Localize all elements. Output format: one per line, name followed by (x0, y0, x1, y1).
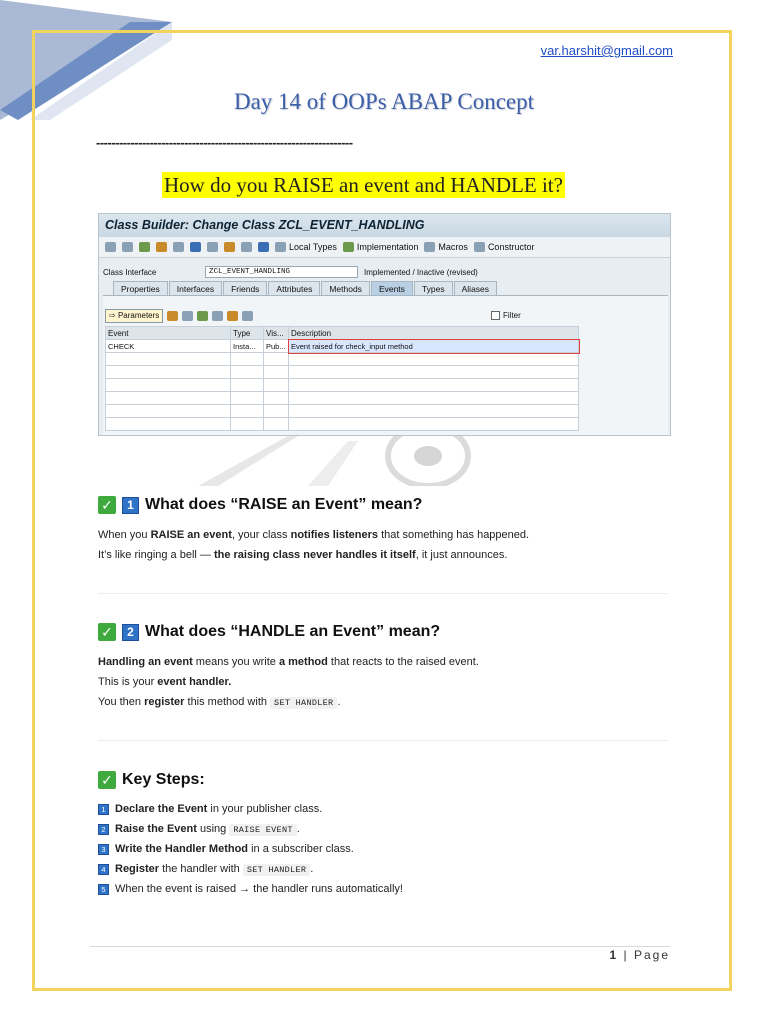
section-divider (98, 593, 668, 594)
events-table (105, 326, 579, 431)
cell-vis: Pub... (264, 340, 289, 353)
panel-toolbar (105, 309, 253, 323)
table-row (106, 379, 579, 392)
where-used-icon (173, 242, 184, 252)
tab-properties: Properties (113, 281, 168, 296)
macros-icon (424, 242, 435, 252)
tab-friends: Friends (223, 281, 267, 296)
tab-events: Events (371, 281, 413, 296)
table-row (106, 366, 579, 379)
page-number: 1 | Page (609, 948, 670, 962)
macros-button: Macros (424, 242, 468, 252)
move-row-icon (197, 311, 208, 321)
insert-row-icon (167, 311, 178, 321)
table-row (106, 405, 579, 418)
section2-line1: Handling an event means you write a method that reacts to the raised event. (98, 656, 479, 668)
local-types-icon (275, 242, 286, 252)
section2-heading (98, 623, 440, 641)
paste-icon (227, 311, 238, 321)
section2-line2: This is your event handler. (98, 676, 232, 688)
tab-methods: Methods (321, 281, 370, 296)
back-icon (105, 242, 116, 252)
activate-icon (156, 242, 167, 252)
filter-checkbox: Filter (491, 311, 521, 320)
filter-icon (241, 242, 252, 252)
sap-toolbar (99, 237, 670, 258)
parameters-button: ⇨ Parameters (105, 309, 163, 323)
email-link[interactable]: var.harshit@gmail.com (540, 43, 673, 58)
copy-row-icon (182, 311, 193, 321)
implementation-icon (343, 242, 354, 252)
col-vis: Vis... (264, 327, 289, 340)
section1-body (98, 525, 529, 565)
edit-icon (139, 242, 150, 252)
col-type: Type (231, 327, 264, 340)
section1-heading (98, 496, 422, 514)
check-icon: ✓ (98, 496, 116, 514)
col-description: Description (289, 327, 579, 340)
table-row (106, 392, 579, 405)
list-item: 4 Register the handler with SET HANDLER . (98, 860, 403, 881)
forward-icon (122, 242, 133, 252)
section2-title: What does “HANDLE an Event” mean? (145, 623, 441, 640)
check-icon: ✓ (98, 623, 116, 641)
sap-screenshot (98, 213, 671, 436)
section3-heading (98, 771, 205, 789)
tab-aliases: Aliases (454, 281, 497, 296)
cell-description: Event raised for check_input method (289, 340, 579, 353)
dashed-divider: ------------------------------------------------------------------- (96, 135, 353, 147)
find-icon (242, 311, 253, 321)
events-panel (103, 295, 668, 436)
section1-line2: It’s like ringing a bell — the raising class never handles it itself, it just announces. (98, 549, 508, 561)
footer-divider (90, 946, 670, 947)
constructor-button: Constructor (474, 242, 535, 252)
cell-event: CHECK (106, 340, 231, 353)
code-snippet: SET HANDLER (270, 697, 337, 709)
tab-interfaces: Interfaces (169, 281, 222, 296)
code-snippet: RAISE EVENT (229, 824, 296, 836)
list-item: 1 Declare the Event in your publisher class. (98, 800, 403, 820)
local-types-button: Local Types (275, 242, 337, 252)
list-item: 5 When the event is raised → the handler runs automatically! (98, 880, 403, 900)
cut-icon (212, 311, 223, 321)
code-snippet: SET HANDLER (243, 864, 310, 876)
col-event: Event (106, 327, 231, 340)
table-row (106, 340, 579, 353)
print-icon (224, 242, 235, 252)
list-item: 2 Raise the Event using RAISE EVENT . (98, 820, 403, 841)
table-header (106, 327, 579, 340)
section1-line1: When you RAISE an event, your class notifies listeners that something has happened. (98, 529, 530, 541)
class-interface-field: ZCL_EVENT_HANDLING (205, 266, 358, 278)
key-steps-list (98, 800, 403, 900)
page-title: Day 14 of OOPs ABAP Concept (233, 89, 535, 114)
sap-tabs (113, 281, 498, 296)
number-badge: 2 (122, 624, 139, 641)
tab-types: Types (414, 281, 453, 296)
table-row (106, 418, 579, 431)
display-icon (207, 242, 218, 252)
constructor-icon (474, 242, 485, 252)
sap-window-title: Class Builder: Change Class ZCL_EVENT_HANDLING (99, 214, 670, 237)
check-icon: ✓ (98, 771, 116, 789)
table-row (106, 353, 579, 366)
section-divider (98, 740, 668, 741)
cell-type: Insta... (231, 340, 264, 353)
number-badge: 1 (122, 497, 139, 514)
info-icon (258, 242, 269, 252)
checkbox-icon (491, 311, 500, 320)
class-interface-label: Class Interface (103, 267, 157, 277)
tab-attributes: Attributes (268, 281, 320, 296)
question-heading: How do you RAISE an event and HANDLE it? (164, 173, 563, 197)
class-status: Implemented / Inactive (revised) (364, 267, 478, 277)
section1-title: What does “RAISE an Event” mean? (145, 496, 423, 513)
hierarchy-icon (190, 242, 201, 252)
watermark-graphic (98, 436, 671, 486)
section2-body (98, 652, 479, 713)
section3-title: Key Steps: (122, 771, 205, 788)
section2-line3: You then register this method with SET HANDLER . (98, 696, 341, 708)
list-item: 3 Write the Handler Method in a subscriber class. (98, 840, 403, 860)
class-interface-row (103, 266, 478, 278)
implementation-button: Implementation (343, 242, 419, 252)
